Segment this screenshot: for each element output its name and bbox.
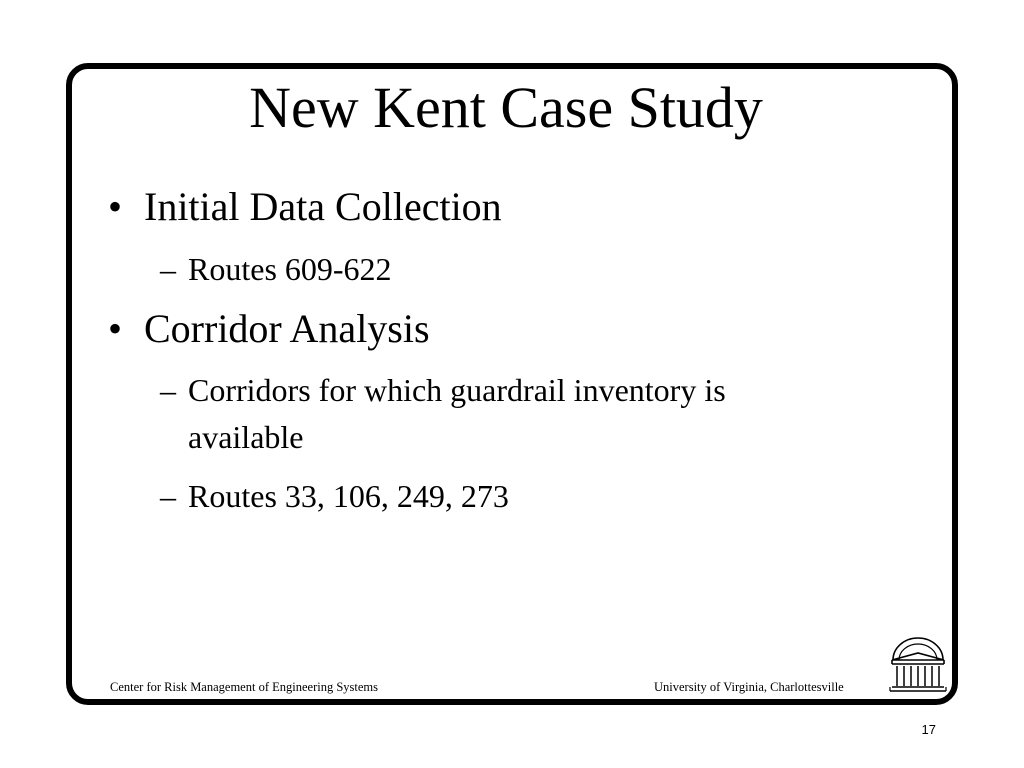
dash-marker: –	[160, 251, 176, 287]
rotunda-logo-icon	[889, 636, 947, 694]
footer-organization: Center for Risk Management of Engineering Systems	[110, 680, 378, 694]
footer-university: University of Virginia, Charlottesville	[654, 680, 844, 694]
sub-bullet-text-line-1: Corridors for which guardrail inventory is	[188, 372, 726, 408]
sub-bullet-text: Routes 33, 106, 249, 273	[188, 478, 509, 514]
dash-marker: –	[160, 372, 176, 408]
slide-title: New Kent Case Study	[249, 75, 763, 140]
bullet-marker: •	[108, 306, 123, 351]
page-number: 17	[921, 722, 936, 737]
sub-bullet-text: Routes 609-622	[188, 251, 392, 287]
sub-bullet-text-line-2: available	[188, 419, 304, 455]
dash-marker: –	[160, 478, 176, 514]
bullet-text: Initial Data Collection	[144, 184, 502, 229]
bullet-marker: •	[108, 184, 123, 229]
bullet-text: Corridor Analysis	[144, 306, 430, 351]
